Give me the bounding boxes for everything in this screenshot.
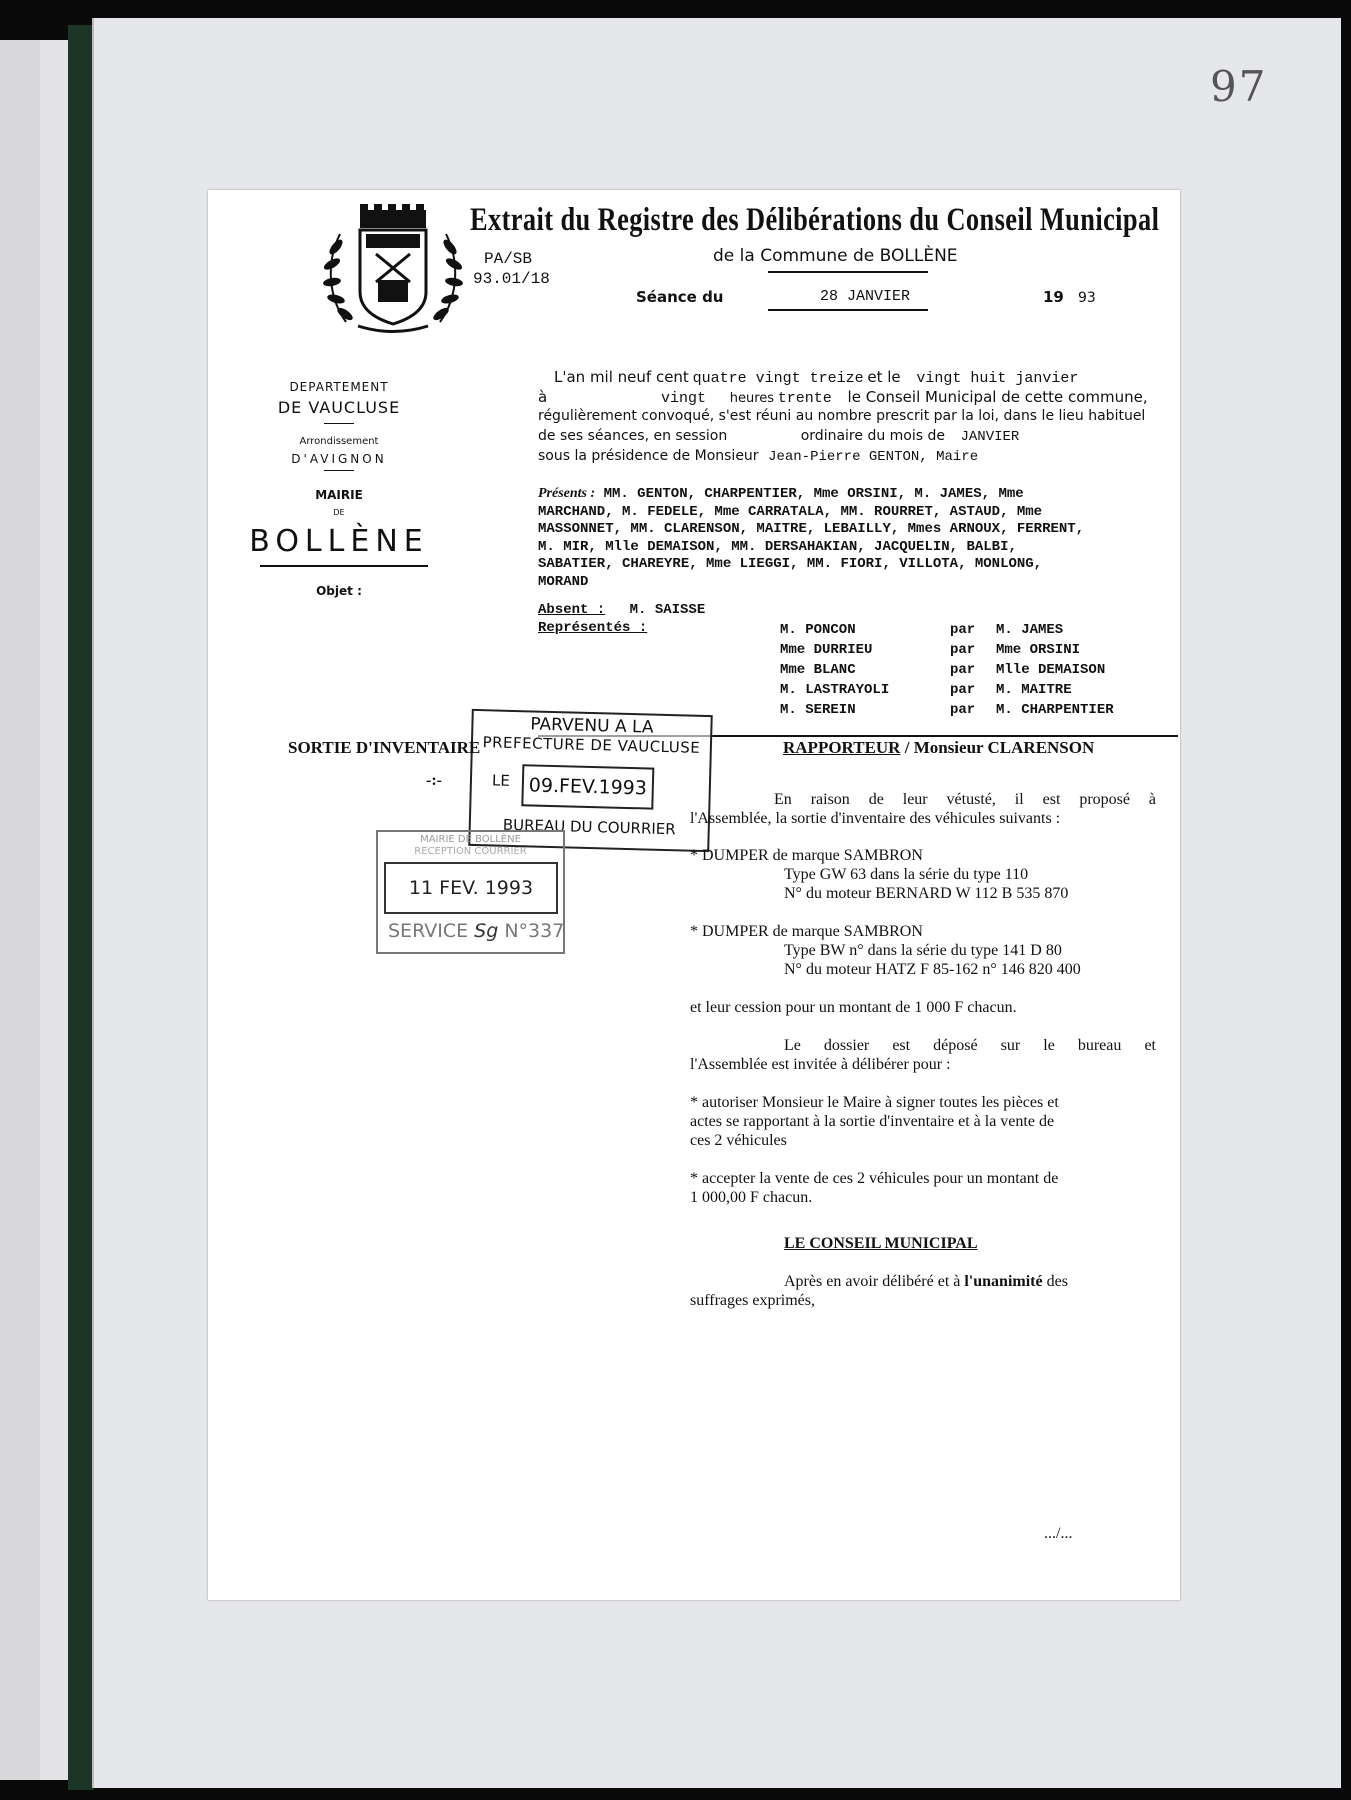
arrondissement-name: D'AVIGNON: [291, 452, 387, 466]
document-title: Extrait du Registre des Délibérations du Conseil Municipal: [470, 202, 1160, 238]
proxy-holder: M. MAITRE: [996, 682, 1072, 698]
presents-names: MM. GENTON, CHARPENTIER, Mme ORSINI, M. JAMES, Mme: [603, 486, 1024, 502]
stamp-text: BUREAU DU COURRIER: [502, 815, 676, 839]
preamble-line-5: [538, 448, 978, 465]
header-rule: [768, 271, 928, 273]
preamble-text: L'an mil neuf cent: [554, 368, 689, 386]
binder-spine: [68, 25, 94, 1790]
preamble-text: et le: [867, 368, 901, 386]
seance-date: 28 JANVIER: [820, 288, 911, 305]
divider: [324, 470, 354, 471]
body-line: * autoriser Monsieur le Maire à signer toutes les pièces et: [690, 1094, 1059, 1111]
de-label: DE: [333, 508, 345, 517]
rapporteur-name: / Monsieur CLARENSON: [904, 738, 1095, 757]
preamble-text: de ses séances, en session: [538, 428, 728, 444]
absent-label: Absent :: [538, 602, 606, 618]
body-line: l'Assemblée est invitée à délibérer pour :: [690, 1056, 951, 1073]
preamble-minutes: trente: [777, 390, 832, 407]
preamble-text: à: [538, 388, 548, 406]
preamble-text: heures: [729, 391, 775, 406]
represented-row: [780, 700, 1114, 720]
stamp-text: MAIRIE DE BOLLÈNE: [420, 834, 521, 845]
represented-row: [780, 620, 1114, 640]
stamp-date: 11 FEV. 1993: [384, 862, 558, 914]
subject-separator: -:-: [426, 772, 442, 789]
presents-line: MASSONNET, MM. CLARENSON, MAITRE, LEBAILLY, Mmes ARNOUX, FERRENT,: [538, 521, 1085, 537]
represented-table: [780, 620, 1114, 720]
body-line: actes se rapportant à la sortie d'inventaire et à la vente de: [690, 1113, 1055, 1130]
represented-row: [780, 680, 1114, 700]
document-sheet: [208, 190, 1180, 1600]
body-text-span: Après en avoir délibéré et à: [784, 1273, 961, 1290]
presents-line: SABATIER, CHAREYRE, Mme LIEGGI, MM. FIORI, VILLOTA, MONLONG,: [538, 556, 1043, 572]
body-line: et leur cession pour un montant de 1 000 F chacun.: [690, 999, 1017, 1016]
presents-line: [538, 485, 1084, 504]
body-text: [690, 790, 1156, 1310]
preamble-hour: vingt: [660, 390, 706, 407]
par-word: par: [950, 622, 976, 638]
represented-member: M. PONCON: [780, 622, 856, 638]
par-word: par: [950, 642, 976, 658]
preamble-line-1: [554, 368, 1078, 387]
body-line: ces 2 véhicules: [690, 1132, 787, 1149]
left-page-edge: [0, 40, 40, 1780]
departement-name: DE VAUCLUSE: [277, 398, 401, 417]
presents-block: [538, 485, 1084, 591]
rapporteur-line: [783, 738, 1094, 758]
preamble-line-2: [538, 388, 1148, 407]
year-suffix: 93: [1078, 290, 1096, 306]
reference-number: 93.01/18: [473, 270, 550, 288]
rapporteur-label: RAPPORTEUR: [783, 738, 901, 757]
coat-of-arms-logo: [318, 202, 468, 337]
represented-member: Mme BLANC: [780, 662, 856, 678]
preamble-president: Jean-Pierre GENTON, Maire: [768, 449, 979, 465]
body-line: [690, 1272, 1156, 1291]
absent-line: [538, 602, 705, 618]
reference-initials: PA/SB: [484, 250, 533, 268]
town-rule: [260, 565, 428, 567]
body-line: En raison de leur vétusté, il est proposé à: [774, 791, 1156, 808]
stamp-text: RECEPTION COURRIER: [414, 846, 527, 857]
stamp-number: N°337: [504, 920, 565, 942]
body-line: suffrages exprimés,: [690, 1292, 815, 1309]
handwritten-code: Sg: [474, 920, 499, 942]
preamble-month: JANVIER: [960, 429, 1020, 445]
seance-rule: [768, 309, 928, 311]
preamble-line-4: [538, 428, 1019, 445]
stamp-text: PREFECTURE DE VAUCLUSE: [482, 733, 701, 757]
divider: [324, 423, 354, 424]
represented-member: M. SEREIN: [780, 702, 856, 718]
par-word: par: [950, 702, 976, 718]
represented-member: Mme DURRIEU: [780, 642, 873, 658]
presents-line: MARCHAND, M. FEDELE, Mme CARRATALA, MM. ROURRET, ASTAUD, Mme: [538, 503, 1043, 520]
vehicle-2-brand: * DUMPER de marque SAMBRON: [690, 923, 923, 940]
subject-title: SORTIE D'INVENTAIRE: [288, 738, 481, 757]
represented-label: Représentés :: [538, 620, 648, 636]
page-number: 97: [1210, 62, 1268, 111]
mairie-label: MAIRIE: [315, 488, 363, 502]
par-word: par: [950, 682, 976, 698]
preamble-text: le Conseil Municipal de cette commune,: [847, 388, 1148, 406]
town-name: BOLLÈNE: [249, 524, 429, 559]
vehicle-1-type: Type GW 63 dans la série du type 110: [784, 866, 1029, 883]
preamble-date: vingt huit janvier: [916, 370, 1079, 387]
council-heading: LE CONSEIL MUNICIPAL: [784, 1235, 978, 1252]
body-line: * accepter la vente de ces 2 véhicules pour un montant de: [690, 1170, 1059, 1187]
objet-label: Objet :: [316, 584, 362, 598]
departement-label: DEPARTEMENT: [289, 380, 389, 394]
proxy-holder: M. CHARPENTIER: [996, 702, 1114, 718]
proxy-holder: Mlle DEMAISON: [996, 662, 1106, 678]
presents-label: Présents :: [538, 486, 596, 501]
body-line: l'Assemblée, la sortie d'inventaire des véhicules suivants :: [690, 810, 1061, 827]
commune-line: de la Commune de BOLLÈNE: [713, 246, 958, 266]
unanimity: l'unanimité: [964, 1273, 1043, 1290]
vehicle-2-type: Type BW n° dans la série du type 141 D 80: [784, 942, 1062, 959]
represented-row: [780, 640, 1114, 660]
stamp-date: 09.FEV.1993: [521, 764, 654, 809]
seance-label: Séance du: [636, 288, 724, 306]
preamble-line-3: régulièrement convoqué, s'est réuni au nombre prescrit par la loi, dans le lieu habituel: [538, 408, 1146, 424]
arrondissement-label: Arrondissement: [299, 436, 379, 447]
mairie-reception-stamp: [376, 830, 565, 954]
par-word: par: [950, 662, 976, 678]
presents-line: M. MIR, Mlle DEMAISON, MM. DERSAHAKIAN, JACQUELIN, BALBI,: [538, 538, 1017, 555]
absent-name: M. SAISSE: [629, 602, 706, 618]
body-line: Le dossier est déposé sur le bureau et: [784, 1037, 1156, 1054]
proxy-holder: M. JAMES: [996, 622, 1064, 638]
stamp-text: SERVICE: [388, 920, 469, 942]
stamp-service-line: [388, 920, 564, 942]
represented-row: [780, 660, 1114, 680]
body-text-span: des: [1046, 1273, 1068, 1290]
preamble-text: ordinaire du mois de: [800, 428, 945, 444]
stamp-text: LE: [491, 771, 511, 790]
vehicle-2-engine: N° du moteur HATZ F 85-162 n° 146 820 400: [784, 961, 1081, 978]
year-prefix: 19: [1043, 288, 1064, 306]
body-line: 1 000,00 F chacun.: [690, 1189, 813, 1206]
vehicle-1-engine: N° du moteur BERNARD W 112 B 535 870: [784, 885, 1069, 902]
preamble-text: sous la présidence de Monsieur: [538, 448, 759, 464]
represented-member: M. LASTRAYOLI: [780, 682, 890, 698]
proxy-holder: Mme ORSINI: [996, 642, 1081, 658]
continued-mark: .../...: [1044, 1525, 1073, 1542]
stamp-text: PARVENU A LA: [530, 714, 654, 738]
presents-line: MORAND: [538, 573, 589, 590]
vehicle-1-brand: * DUMPER de marque SAMBRON: [690, 847, 923, 864]
preamble-year: quatre vingt treize: [692, 370, 864, 387]
